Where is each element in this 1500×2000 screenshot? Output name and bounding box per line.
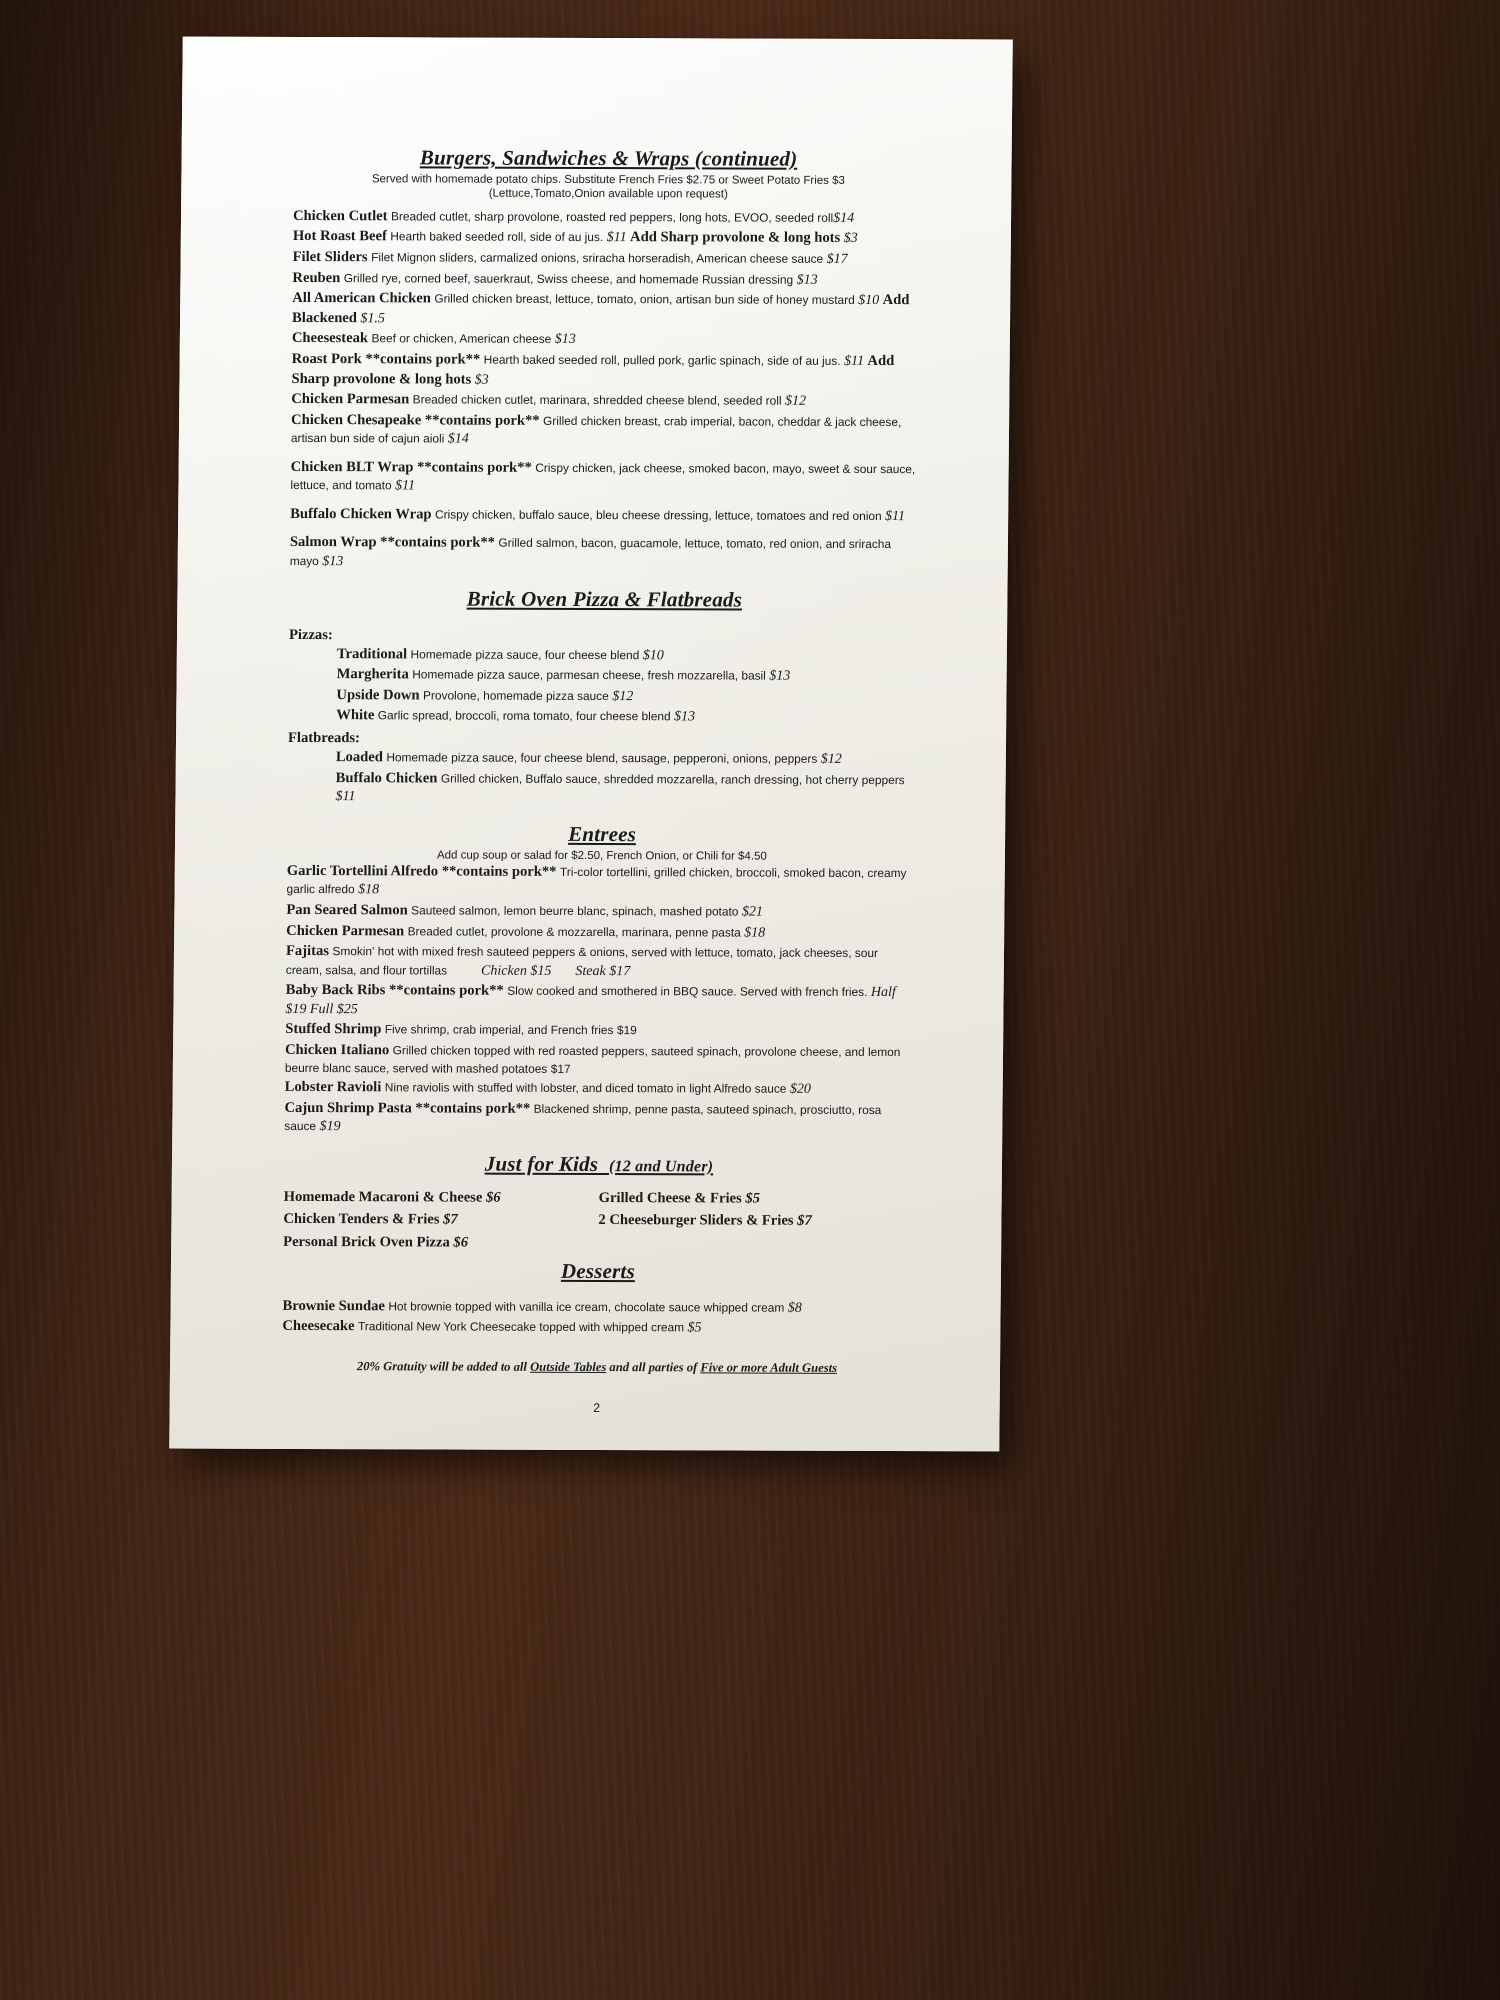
item-price: Half $19 Full $25	[285, 985, 896, 1017]
item-price: $11	[335, 789, 356, 805]
menu-item	[285, 1020, 915, 1042]
item-name: Baby Back Ribs **contains pork**	[285, 982, 504, 999]
menu-item	[293, 227, 923, 249]
section-heading-entrees: Entrees	[568, 821, 637, 846]
item-price: $7	[797, 1212, 812, 1230]
item-name: Filet Sliders	[292, 248, 368, 266]
item-name: All American Chicken	[292, 290, 431, 307]
menu-content	[169, 37, 1013, 1452]
gratuity-note	[282, 1359, 912, 1376]
menu-item	[282, 1317, 912, 1339]
kids-item	[283, 1231, 598, 1255]
item-desc: Garlic spread, broccoli, roma tomato, four cheese blend	[377, 708, 671, 724]
item-price: $17	[550, 1062, 571, 1077]
kids-item	[599, 1187, 914, 1211]
item-desc: Blackened shrimp, penne pasta, sauteed spinach, prosciutto, rosa sauce	[284, 1101, 882, 1134]
menu-item	[285, 981, 915, 1021]
item-desc: Five shrimp, crab imperial, and French fries	[384, 1022, 614, 1038]
item-price: $11	[394, 478, 416, 494]
item-name: Garlic Tortellini Alfredo **contains pork**	[286, 862, 557, 880]
gratuity-pre: 20% Gratuity will be added to all	[356, 1358, 531, 1374]
group-label-flatbreads: Flatbreads:	[287, 729, 361, 747]
menu-item	[282, 1296, 912, 1318]
menu-item	[293, 207, 923, 229]
item-name: Buffalo Chicken Wrap	[290, 505, 432, 523]
item-price: $13	[322, 553, 344, 570]
menu-item	[291, 411, 921, 451]
item-name: Brownie Sundae	[282, 1297, 386, 1314]
item-desc: Hearth baked seeded roll, pulled pork, garlic spinach, side of au jus.	[483, 352, 841, 368]
section-heading-kids	[284, 1151, 914, 1178]
item-desc: Breaded cutlet, sharp provolone, roasted red peppers, long hots, EVOO, seeded roll	[390, 209, 834, 225]
item-desc: Sauteed salmon, lemon beurre blanc, spinach, mashed potato	[411, 903, 739, 919]
item-extra-name: Add Sharp provolone & long hots	[629, 229, 841, 247]
item-desc: Beef or chicken, American cheese	[371, 331, 552, 347]
kids-heading-paren: (12 and Under)	[608, 1157, 714, 1176]
group-label-pizzas: Pizzas:	[288, 626, 333, 643]
item-name: White	[336, 707, 375, 724]
item-price: $18	[744, 925, 766, 941]
menu-item	[286, 901, 916, 923]
item-name: Chicken Parmesan	[286, 922, 405, 939]
gratuity-five-or-more: Five or more Adult Guests	[700, 1360, 838, 1375]
item-desc: Crispy chicken, jack cheese, smoked bacon, mayo, sweet & sour sauce, lettuce, and tomato	[290, 460, 916, 493]
item-desc: Traditional New York Cheesecake topped with whipped cream	[357, 1319, 685, 1335]
item-price: $18	[358, 882, 380, 898]
item-name: Chicken Tenders & Fries	[283, 1211, 440, 1228]
menu-item	[336, 686, 918, 708]
item-name: Buffalo Chicken	[335, 769, 438, 787]
item-desc: Grilled chicken breast, lettuce, tomato, onion, artisan bun side of honey mustard	[434, 291, 855, 308]
menu-item	[292, 269, 922, 291]
item-name: Loaded	[335, 749, 383, 766]
item-name: Chicken Italiano	[284, 1041, 390, 1059]
menu-item	[291, 390, 921, 412]
item-extra-price: $3	[474, 372, 489, 388]
menu-item	[336, 706, 918, 728]
item-desc: Slow cooked and smothered in BBQ sauce. Served with french fries.	[507, 983, 868, 1000]
item-name: Cheesecake	[282, 1318, 355, 1335]
section-heading-burgers: Burgers, Sandwiches & Wraps (continued)	[419, 145, 798, 171]
item-price: $12	[612, 688, 634, 704]
item-price: $21	[741, 904, 763, 920]
menu-item	[290, 458, 920, 498]
item-price: $13	[674, 709, 696, 725]
burgers-note-2: (Lettuce,Tomato,Onion available upon request)	[488, 188, 728, 201]
kids-item	[283, 1208, 598, 1232]
item-desc: Grilled chicken breast, crab imperial, bacon, cheddar & jack cheese, artisan bun side of cajun aioli	[290, 413, 902, 446]
item-desc: Homemade pizza sauce, four cheese blend, sausage, pepperoni, onions, peppers	[386, 750, 818, 766]
item-price: $10	[858, 293, 880, 309]
item-name: Fajitas	[285, 943, 330, 960]
item-price: $20	[789, 1081, 811, 1097]
menu-item	[293, 248, 923, 270]
item-name: Chicken Parmesan	[291, 391, 410, 408]
item-price: $11	[843, 353, 865, 369]
menu-item	[284, 1099, 914, 1139]
item-desc: Hot brownie topped with vanilla ice cream, chocolate sauce whipped cream	[388, 1298, 785, 1315]
entrees-note: Add cup soup or salad for $2.50, French Onion, or Chili for $4.50	[436, 849, 767, 863]
menu-item	[286, 942, 916, 982]
menu-item	[285, 1041, 915, 1079]
item-desc: Provolone, homemade pizza sauce	[422, 688, 609, 703]
menu-item	[290, 533, 920, 573]
menu-item	[337, 645, 919, 667]
item-name: Traditional	[336, 645, 408, 662]
item-price: $13	[769, 668, 791, 684]
item-name: Chicken Chesapeake **contains pork**	[291, 411, 540, 429]
item-price: $7	[443, 1211, 458, 1228]
item-extra-price: $1.5	[360, 310, 385, 327]
item-name: Roast Pork **contains pork**	[291, 350, 481, 368]
item-price: $17	[826, 251, 848, 267]
item-name: Lobster Ravioli	[284, 1078, 382, 1096]
menu-item	[292, 289, 922, 330]
item-desc: Nine raviolis with stuffed with lobster, and diced tomato in light Alfredo sauce	[384, 1080, 787, 1096]
item-name: Cheesesteak	[291, 330, 369, 347]
section-heading-desserts: Desserts	[560, 1258, 636, 1283]
item-price: $14	[447, 431, 469, 447]
item-desc: Homemade pizza sauce, four cheese blend	[410, 646, 640, 662]
item-option-steak: Steak $17	[575, 963, 631, 979]
menu-item	[337, 665, 919, 687]
item-price: $19	[319, 1119, 341, 1135]
item-name: Margherita	[336, 666, 409, 683]
item-desc: Grilled salmon, bacon, guacamole, lettuce, tomato, red onion, and sriracha mayo	[289, 536, 892, 568]
gratuity-outside-tables: Outside Tables	[530, 1359, 607, 1374]
menu-item	[285, 1078, 915, 1100]
item-price: $10	[642, 647, 664, 663]
item-desc: Tri-color tortellini, grilled chicken, broccoli, smoked bacon, creamy garlic alfredo	[286, 864, 907, 897]
menu-item	[291, 350, 921, 391]
item-price: $6	[453, 1234, 469, 1251]
item-name: Reuben	[292, 269, 341, 286]
item-extra-price: $3	[843, 231, 858, 247]
item-name: Pan Seared Salmon	[286, 901, 408, 919]
item-price: $13	[554, 332, 576, 348]
item-price: $11	[606, 230, 627, 246]
menu-item	[335, 769, 917, 809]
menu-page	[176, 38, 1006, 1450]
item-price: $11	[885, 508, 906, 524]
menu-item	[286, 921, 916, 943]
item-name: Chicken BLT Wrap **contains pork**	[290, 458, 532, 476]
kids-item	[284, 1186, 599, 1210]
item-name: Hot Roast Beef	[292, 228, 387, 245]
menu-item	[286, 862, 916, 902]
item-name: Salmon Wrap **contains pork**	[289, 534, 496, 552]
item-extra-name: Add Blackened	[292, 292, 910, 326]
item-desc: Smokin' hot with mixed fresh sauteed peppers & onions, served with lettuce, tomato, jack cheeses, sour cream, salsa, and flour tortillas	[285, 944, 879, 978]
menu-item	[292, 329, 922, 351]
menu-item	[290, 505, 920, 527]
item-price: $14	[833, 210, 855, 226]
item-desc: Breaded chicken cutlet, marinara, shredded cheese blend, seeded roll	[412, 392, 782, 408]
item-desc: Grilled rye, corned beef, sauerkraut, Swiss cheese, and homemade Russian dressing	[343, 270, 794, 287]
item-price: $6	[485, 1189, 501, 1206]
item-price: $19	[616, 1023, 637, 1038]
item-desc: Filet Mignon sliders, carmalized onions, sriracha horseradish, American cheese sauce	[371, 250, 824, 266]
item-desc: Grilled chicken, Buffalo sauce, shredded mozzarella, ranch dressing, hot cherry peppers	[440, 771, 905, 787]
item-price: $5	[687, 1320, 702, 1336]
item-name: Chicken Cutlet	[292, 207, 388, 225]
item-name: Stuffed Shrimp	[285, 1021, 382, 1038]
item-desc: Hearth baked seeded roll, side of au jus.	[390, 229, 604, 245]
page-number: 2	[593, 1400, 601, 1415]
menu-item	[336, 748, 918, 770]
item-desc: Crispy chicken, buffalo sauce, bleu cheese dressing, lettuce, tomatoes and red onion	[434, 507, 882, 523]
item-name: Cajun Shrimp Pasta **contains pork**	[284, 1099, 531, 1117]
item-name: 2 Cheeseburger Sliders & Fries	[598, 1212, 794, 1229]
kids-heading-text: Just for Kids	[484, 1151, 599, 1176]
item-price: $12	[820, 751, 842, 767]
item-name: Upside Down	[336, 686, 420, 704]
item-name: Grilled Cheese & Fries	[598, 1189, 742, 1207]
item-name: Homemade Macaroni & Cheese	[283, 1188, 483, 1206]
burgers-note-1: Served with homemade potato chips. Substitute French Fries $2.75 or Sweet Potato Fries $3	[371, 173, 845, 187]
item-name: Personal Brick Oven Pizza	[283, 1233, 450, 1251]
kids-item	[598, 1209, 913, 1233]
item-desc: Breaded cutlet, provolone & mozzarella, marinara, penne pasta	[407, 923, 741, 940]
item-price: $5	[745, 1190, 761, 1207]
item-extra-name: Add Sharp provolone & long hots	[291, 352, 895, 388]
item-price: $12	[784, 393, 807, 409]
item-option-chicken: Chicken $15	[480, 963, 552, 979]
item-desc: Grilled chicken topped with red roasted peppers, sauteed spinach, provolone cheese, and lemon beurre blanc sauce, served with mashed potatoes	[284, 1043, 901, 1077]
item-price: $13	[796, 272, 818, 288]
gratuity-mid: and all parties of	[606, 1359, 701, 1375]
item-desc: Homemade pizza sauce, parmesan cheese, fresh mozzarella, basil	[412, 667, 766, 683]
section-heading-pizza: Brick Oven Pizza & Flatbreads	[466, 586, 743, 612]
item-price: $8	[787, 1300, 802, 1316]
